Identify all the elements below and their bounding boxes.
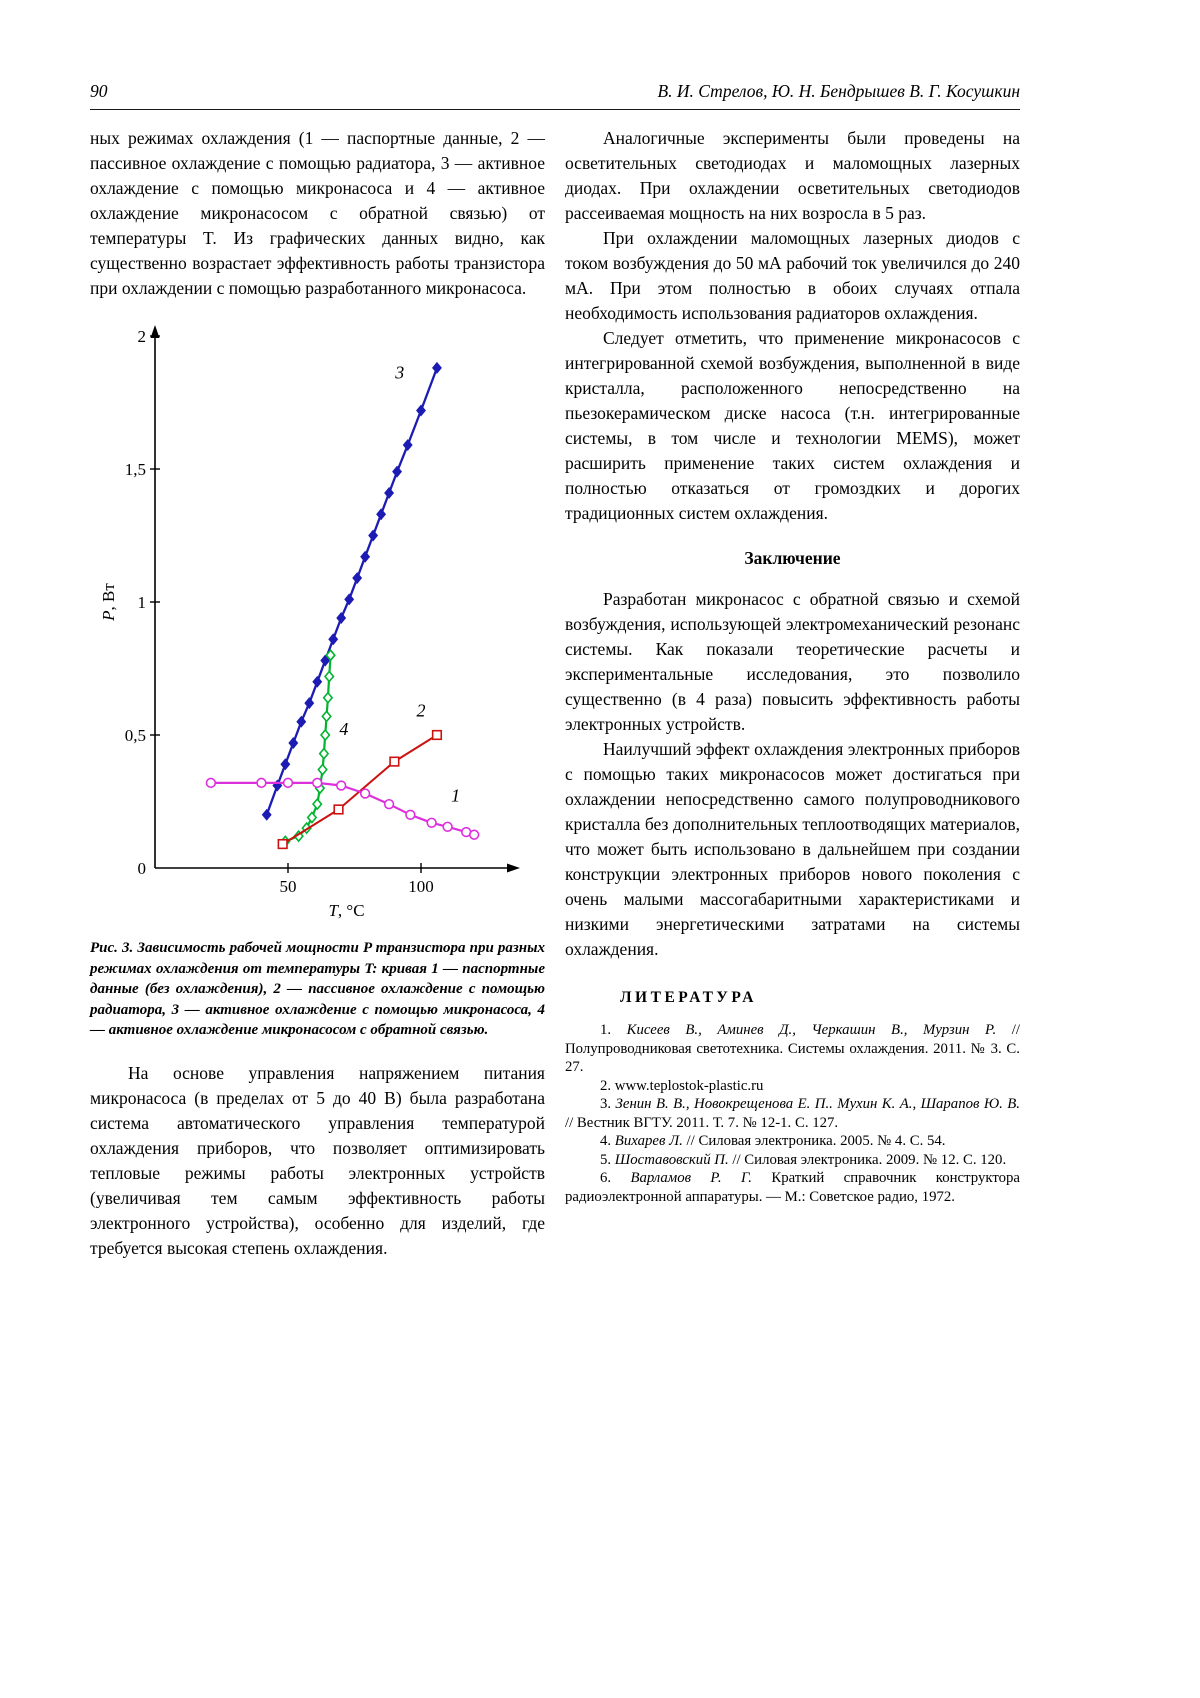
reference-authors: Шоставовский П. bbox=[614, 1151, 729, 1168]
svg-text:1,5: 1,5 bbox=[124, 460, 146, 479]
reference-number: 3. bbox=[600, 1096, 616, 1112]
reference-item bbox=[565, 1132, 1020, 1151]
left-column bbox=[90, 126, 545, 1261]
figure-caption: Рис. 3. Зависимость рабочей мощности P транзистора при разных режимах охлаждения от температуры T: кривая 1 — паспортные данные (без охлаждения), 2 — пассивное охлаждение с помощью радиатора, 3 — активное охлаждение с помощью микронасоса, 4 — активное охлаждение микронасосом с обратной связью. bbox=[90, 940, 545, 1038]
figure-3 bbox=[90, 321, 545, 1041]
reference-authors: Вихарев Л. bbox=[614, 1133, 683, 1149]
conclusion-heading: Заключение bbox=[744, 548, 841, 568]
right-column bbox=[565, 126, 1020, 1261]
reference-authors: Кисеев В., Аминев Д., Черкашин В., Мурзин Р. bbox=[626, 1022, 997, 1038]
svg-text:0,5: 0,5 bbox=[124, 726, 146, 745]
reference-authors: Варламов Р. Г. bbox=[630, 1170, 752, 1186]
svg-text:100: 100 bbox=[408, 877, 434, 896]
reference-text: Краткий справочник конструктора радиоэлектронной аппаратуры. — М.: Советское радио, 1972. bbox=[565, 1170, 1020, 1205]
reference-item bbox=[565, 1169, 1020, 1206]
reference-text: // Силовая электроника. 2009. № 12. С. 120. bbox=[728, 1151, 1007, 1168]
header-rule bbox=[90, 109, 1020, 110]
svg-text:50: 50 bbox=[279, 877, 297, 896]
reference-number: 5. bbox=[600, 1151, 615, 1168]
svg-text:2: 2 bbox=[137, 327, 146, 346]
page-number: 90 bbox=[90, 81, 108, 101]
reference-number: 4. bbox=[600, 1133, 615, 1149]
reference-item bbox=[565, 1095, 1020, 1132]
reference-number: 6. bbox=[600, 1170, 631, 1186]
running-authors: В. И. Стрелов, Ю. Н. Бендрышев В. Г. Косушкин bbox=[657, 81, 1020, 101]
svg-text:1: 1 bbox=[451, 785, 461, 806]
reference-text: www.teplostok-plastic.ru bbox=[614, 1077, 764, 1094]
body-paragraph: Наилучший эффект охлаждения электронных приборов с помощью таких микронасосов может достигаться при охлаждении непосредственно самого полупроводникового кристалла без дополнительных теплоотводящих материалов, что может быть использовано в дальнейшем при создании конструкции электронных приборов нового поколения с очень малыми массогабаритными характеристиками и низкими энергетическими затратами на системы охлаждения. bbox=[565, 739, 1020, 959]
page-content bbox=[90, 80, 1020, 1261]
reference-number: 1. bbox=[600, 1022, 627, 1038]
reference-item bbox=[565, 1077, 1020, 1096]
body-paragraph: При охлаждении маломощных лазерных диодов с током возбуждения до 50 мА рабочий ток увеличился до 240 мА. При этом полностью в обоих случаях отпала необходимость использования радиаторов охлаждения. bbox=[565, 228, 1020, 323]
body-paragraph: На основе управления напряжением питания микронасоса (в пределах от 5 до 40 В) была разработана система автоматического управления температурой охлаждения приборов, что позволяет оптимизировать тепловые режимы работы электронных устройств (увеличивая тем самым эффективность работы электронного устройства), особенно для изделий, где требуется высокая степень охлаждения. bbox=[90, 1062, 545, 1258]
literature-heading: ЛИТЕРАТУРА bbox=[620, 989, 757, 1006]
running-header bbox=[90, 80, 1020, 109]
body-paragraph: Аналогичные эксперименты были проведены на осветительных светодиодах и маломощных лазерных диодах. При охлаждении осветительных светодиодов рассеиваемая мощность на них возросла в 5 раз. bbox=[565, 128, 1020, 223]
body-paragraph: ных режимах охлаждения (1 — паспортные данные, 2 — пассивное охлаждение с помощью радиатора, 3 — активное охлаждение с помощью микронасоса и 4 — активное охлаждение микронасосом с обратной связью) от температуры T. Из графических данных видно, как существенно возрастает эффективность работы транзистора при охлаждении с помощью разработанного микронасоса. bbox=[90, 128, 545, 298]
svg-text:4: 4 bbox=[339, 719, 349, 739]
reference-text: // Силовая электроника. 2005. № 4. С. 54. bbox=[682, 1133, 946, 1149]
svg-text:T, °C: T, °C bbox=[328, 901, 365, 920]
figure-chart bbox=[90, 321, 545, 921]
svg-text:1: 1 bbox=[137, 593, 146, 612]
svg-text:P, Вт: P, Вт bbox=[99, 583, 118, 621]
reference-authors: Зенин В. В., Новокрещенова Е. П.. Мухин К. А., Шарапов Ю. В. bbox=[615, 1096, 1021, 1112]
reference-number: 2. bbox=[600, 1077, 615, 1094]
svg-text:2: 2 bbox=[416, 700, 426, 721]
reference-text: // Вестник ВГТУ. 2011. Т. 7. № 12-1. С. 127. bbox=[565, 1114, 839, 1131]
svg-text:3: 3 bbox=[395, 362, 405, 383]
two-column-layout bbox=[90, 126, 1020, 1261]
reference-text: // Полупроводниковая светотехника. Системы охлаждения. 2011. № 3. С. 27. bbox=[565, 1022, 1021, 1075]
svg-text:0: 0 bbox=[137, 859, 146, 878]
reference-item bbox=[565, 1151, 1020, 1170]
body-paragraph: Следует отметить, что применение микронасосов с интегрированной схемой возбуждения, выполненной в виде кристалла, расположенного непосредственно на пьезокерамическом диске насоса (т.н. интегрированные системы, в том числе и технологии MEMS), может расширить применение таких систем охлаждения и полностью отказаться от громоздких и дорогих традиционных систем охлаждения. bbox=[565, 328, 1020, 523]
reference-item bbox=[565, 1021, 1020, 1077]
body-paragraph: Разработан микронасос с обратной связью и схемой возбуждения, использующей электромеханический резонанс системы. Как показали теоретические расчеты и экспериментальные исследования, это позволило существенно (в 4 раза) повысить эффективность работы электронных устройств. bbox=[565, 589, 1020, 734]
references-list bbox=[565, 1021, 1020, 1206]
